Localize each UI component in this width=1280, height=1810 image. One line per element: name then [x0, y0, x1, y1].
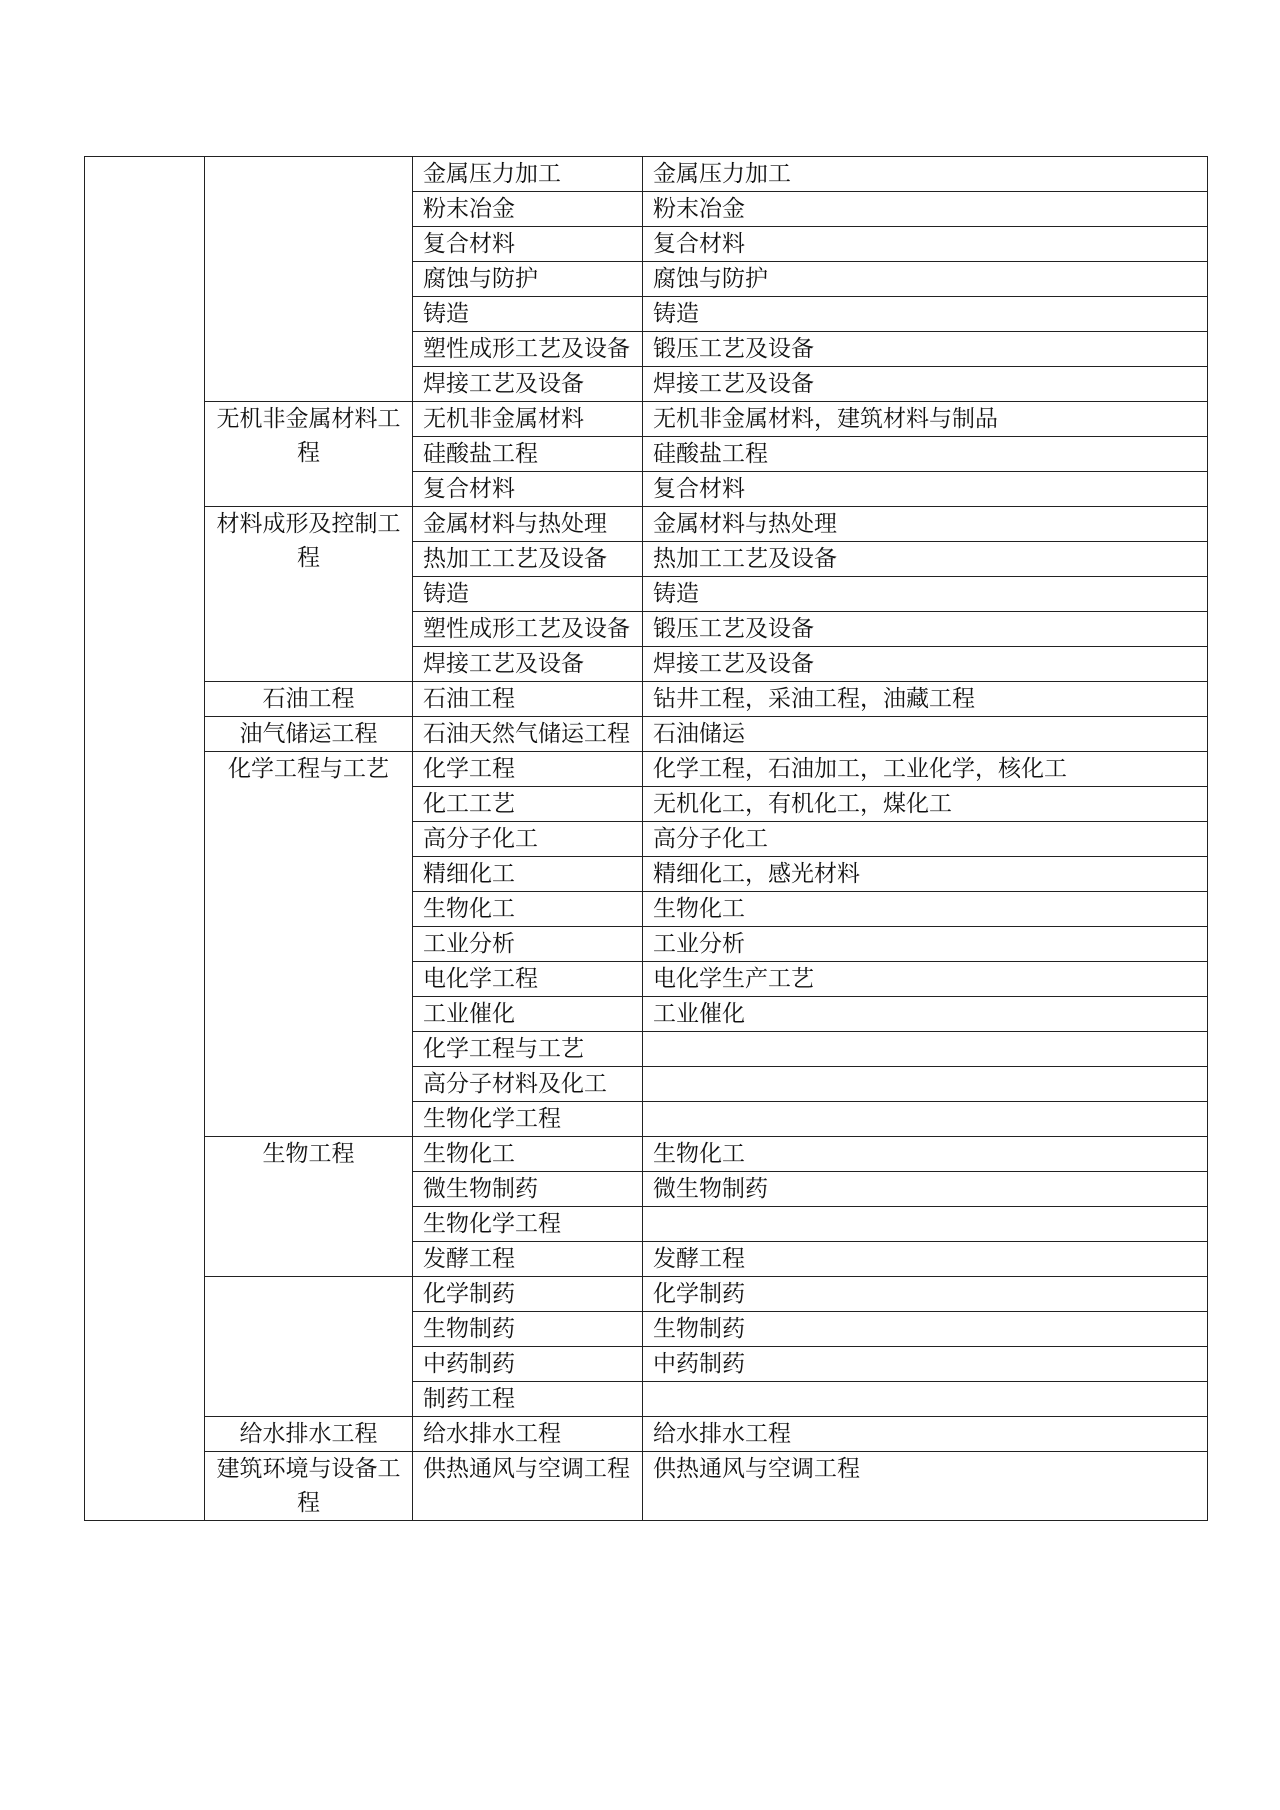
major-name-cell: 材料成形及控制工程: [205, 507, 413, 682]
table-row: [85, 1452, 1208, 1521]
old-major-cell: 焊接工艺及设备: [413, 647, 643, 682]
mapped-major-cell: 生物化工: [643, 1137, 1208, 1172]
mapped-major-cell: [643, 1382, 1208, 1417]
old-major-cell: 粉末冶金: [413, 192, 643, 227]
mapped-major-cell: 铸造: [643, 297, 1208, 332]
mapped-major-cell: 化学工程，石油加工，工业化学，核化工: [643, 752, 1208, 787]
old-major-cell: 生物化学工程: [413, 1207, 643, 1242]
old-major-cell: 无机非金属材料: [413, 402, 643, 437]
old-major-cell: 金属材料与热处理: [413, 507, 643, 542]
table-row: [85, 1417, 1208, 1452]
major-name-cell: [205, 1277, 413, 1417]
old-major-cell: 热加工工艺及设备: [413, 542, 643, 577]
old-major-cell: 生物化学工程: [413, 1102, 643, 1137]
mapped-major-cell: 无机化工，有机化工，煤化工: [643, 787, 1208, 822]
old-major-cell: 石油工程: [413, 682, 643, 717]
old-major-cell: 高分子材料及化工: [413, 1067, 643, 1102]
major-name-cell: 建筑环境与设备工程: [205, 1452, 413, 1521]
mapped-major-cell: 工业催化: [643, 997, 1208, 1032]
mapped-major-cell: 焊接工艺及设备: [643, 647, 1208, 682]
old-major-cell: 发酵工程: [413, 1242, 643, 1277]
table-row: [85, 1137, 1208, 1172]
major-name-cell: 化学工程与工艺: [205, 752, 413, 1137]
old-major-cell: 工业催化: [413, 997, 643, 1032]
old-major-cell: 制药工程: [413, 1382, 643, 1417]
mapped-major-cell: 铸造: [643, 577, 1208, 612]
major-name-cell: 石油工程: [205, 682, 413, 717]
mapped-major-cell: 给水排水工程: [643, 1417, 1208, 1452]
old-major-cell: 化学工程与工艺: [413, 1032, 643, 1067]
old-major-cell: 微生物制药: [413, 1172, 643, 1207]
mapped-major-cell: 生物制药: [643, 1312, 1208, 1347]
major-name-cell: 油气储运工程: [205, 717, 413, 752]
major-name-cell: 给水排水工程: [205, 1417, 413, 1452]
old-major-cell: 给水排水工程: [413, 1417, 643, 1452]
mapped-major-cell: 生物化工: [643, 892, 1208, 927]
old-major-cell: 生物化工: [413, 1137, 643, 1172]
table-row: [85, 157, 1208, 192]
old-major-cell: 化学制药: [413, 1277, 643, 1312]
mapped-major-cell: 金属压力加工: [643, 157, 1208, 192]
old-major-cell: 铸造: [413, 297, 643, 332]
old-major-cell: 塑性成形工艺及设备: [413, 612, 643, 647]
mapped-major-cell: 硅酸盐工程: [643, 437, 1208, 472]
mapped-major-cell: 钻井工程，采油工程，油藏工程: [643, 682, 1208, 717]
old-major-cell: 供热通风与空调工程: [413, 1452, 643, 1521]
table-row: [85, 752, 1208, 787]
mapped-major-cell: 发酵工程: [643, 1242, 1208, 1277]
mapped-major-cell: 电化学生产工艺: [643, 962, 1208, 997]
mapped-major-cell: 高分子化工: [643, 822, 1208, 857]
mapped-major-cell: 锻压工艺及设备: [643, 612, 1208, 647]
mapped-major-cell: [643, 1032, 1208, 1067]
table-row: [85, 1277, 1208, 1312]
old-major-cell: 腐蚀与防护: [413, 262, 643, 297]
major-name-cell: 生物工程: [205, 1137, 413, 1277]
table-body: [85, 157, 1208, 1521]
mapped-major-cell: 石油储运: [643, 717, 1208, 752]
mapped-major-cell: 供热通风与空调工程: [643, 1452, 1208, 1521]
major-mapping-table: [84, 156, 1208, 1521]
category-cell: [85, 157, 205, 1521]
mapped-major-cell: 腐蚀与防护: [643, 262, 1208, 297]
mapped-major-cell: 化学制药: [643, 1277, 1208, 1312]
old-major-cell: 铸造: [413, 577, 643, 612]
mapped-major-cell: 无机非金属材料，建筑材料与制品: [643, 402, 1208, 437]
mapped-major-cell: 微生物制药: [643, 1172, 1208, 1207]
mapped-major-cell: 中药制药: [643, 1347, 1208, 1382]
old-major-cell: 复合材料: [413, 472, 643, 507]
mapped-major-cell: 复合材料: [643, 472, 1208, 507]
mapped-major-cell: [643, 1067, 1208, 1102]
old-major-cell: 电化学工程: [413, 962, 643, 997]
mapped-major-cell: 热加工工艺及设备: [643, 542, 1208, 577]
old-major-cell: 工业分析: [413, 927, 643, 962]
table-row: [85, 717, 1208, 752]
old-major-cell: 精细化工: [413, 857, 643, 892]
old-major-cell: 中药制药: [413, 1347, 643, 1382]
old-major-cell: 金属压力加工: [413, 157, 643, 192]
old-major-cell: 高分子化工: [413, 822, 643, 857]
old-major-cell: 复合材料: [413, 227, 643, 262]
mapped-major-cell: 工业分析: [643, 927, 1208, 962]
mapped-major-cell: [643, 1207, 1208, 1242]
major-name-cell: [205, 157, 413, 402]
mapped-major-cell: 焊接工艺及设备: [643, 367, 1208, 402]
mapped-major-cell: 金属材料与热处理: [643, 507, 1208, 542]
mapped-major-cell: 复合材料: [643, 227, 1208, 262]
mapped-major-cell: 粉末冶金: [643, 192, 1208, 227]
major-name-cell: 无机非金属材料工程: [205, 402, 413, 507]
mapped-major-cell: 精细化工，感光材料: [643, 857, 1208, 892]
old-major-cell: 硅酸盐工程: [413, 437, 643, 472]
old-major-cell: 石油天然气储运工程: [413, 717, 643, 752]
mapped-major-cell: 锻压工艺及设备: [643, 332, 1208, 367]
old-major-cell: 化学工程: [413, 752, 643, 787]
old-major-cell: 生物制药: [413, 1312, 643, 1347]
table-row: [85, 682, 1208, 717]
old-major-cell: 塑性成形工艺及设备: [413, 332, 643, 367]
table-row: [85, 402, 1208, 437]
table-row: [85, 507, 1208, 542]
old-major-cell: 生物化工: [413, 892, 643, 927]
old-major-cell: 化工工艺: [413, 787, 643, 822]
mapped-major-cell: [643, 1102, 1208, 1137]
old-major-cell: 焊接工艺及设备: [413, 367, 643, 402]
